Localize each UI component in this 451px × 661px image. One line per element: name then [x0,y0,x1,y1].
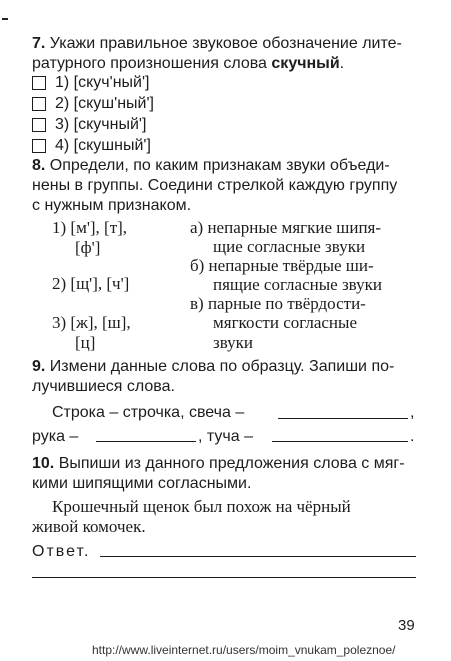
q8-group-3-l2: [ц] [75,333,96,352]
q7-checkbox-1[interactable] [32,76,46,90]
q9-answer-line-2[interactable] [96,441,196,442]
q8-feature-c-l1[interactable]: в) парные по твёрдости- [190,294,366,313]
q10-line2: кими шипящими согласными. [32,475,252,492]
q10-answer-line-2[interactable] [32,577,416,578]
q9-line1 [32,357,394,377]
q8-group-3-l1[interactable]: 3) [ж], [ш], [52,313,131,332]
q7-option-1: 1) [скуч'ный'] [55,74,150,91]
q8-line1 [32,156,390,176]
q9-period: . [410,428,415,445]
q9-comma: , [410,404,415,421]
q8-feature-c-l3: звуки [213,333,254,352]
q9-answer-line-1[interactable] [278,418,408,419]
q10-sentence-2: живой комочек. [32,517,146,536]
q9-answer-line-3[interactable] [272,441,408,442]
q7-checkbox-4[interactable] [32,139,46,153]
q8-text1: Определи, по каким признакам звуки объеди- [49,157,390,174]
q8-group-1-l1[interactable]: 1) [м'], [т], [52,218,128,237]
q10-text1: Выпиши из данного предложения слова с мяг- [58,455,405,472]
q7-text1: Укажи правильное звуковое обозначение лите- [49,35,402,52]
q10-answer-line-1[interactable] [100,556,416,557]
q10-line1 [32,454,405,474]
source-url[interactable]: http://www.liveinternet.ru/users/moim_vnukam_poleznoe/ [92,643,396,657]
q7-option-3: 3) [скучный'] [55,116,147,133]
q7-checkbox-3[interactable] [32,118,46,132]
q7-period: . [339,55,345,72]
q8-group-2-l1[interactable]: 2) [щ'], [ч'] [52,274,130,293]
margin-mark [2,18,8,20]
q8-group-1-l2: [ф'] [75,238,101,257]
q8-line2: нены в группы. Соедини стрелкой каждую группу [32,177,398,194]
q7-text2: ратурного произношения слова [32,55,267,72]
q8-line3: с нужным признаком. [32,197,192,214]
q7-number: 7. [32,35,46,52]
q8-number: 8. [32,157,46,174]
q10-answer-label: Ответ. [32,543,91,560]
q8-feature-c-l2: мягкости согласные [213,313,357,332]
q7-line1 [32,34,402,54]
q7-target-word: скучный [271,55,340,72]
q9-example-2: рука – [32,428,79,445]
page-number: 39 [398,617,415,634]
q9-example-1: Строка – строчка, свеча – [52,404,245,421]
q9-example-3: , туча – [198,428,253,445]
q9-text1: Измени данные слова по образцу. Запиши по- [49,358,395,375]
q7-line2 [32,54,344,74]
q7-checkbox-2[interactable] [32,97,46,111]
q8-feature-b-l2: пящие согласные звуки [213,275,382,294]
q10-sentence-1: Крошечный щенок был похож на чёрный [52,497,351,516]
q7-option-2: 2) [скуш'ный'] [55,95,154,112]
q10-number: 10. [32,455,55,472]
q8-feature-b-l1[interactable]: б) непарные твёрдые ши- [190,256,374,275]
q8-feature-a-l2: щие согласные звуки [213,237,366,256]
q9-line2: лучившиеся слова. [32,378,175,395]
q8-feature-a-l1[interactable]: а) непарные мягкие шипя- [190,218,382,237]
q7-option-4: 4) [скушный'] [55,137,151,154]
q9-number: 9. [32,358,46,375]
